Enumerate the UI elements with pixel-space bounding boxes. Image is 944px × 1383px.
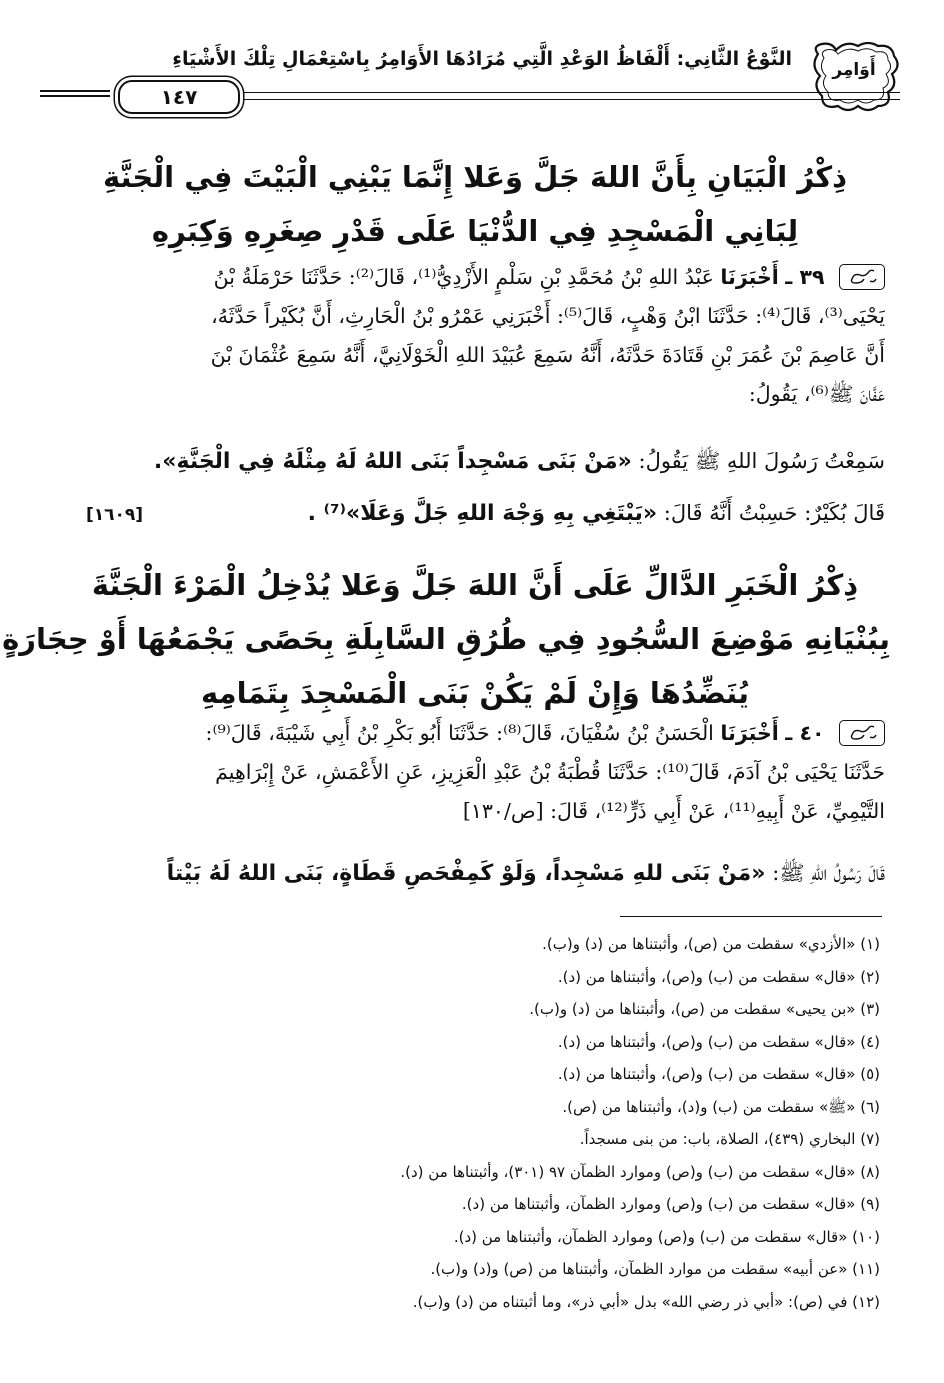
quote-text: «مَنْ بَنَى للهِ مَسْجِداً، وَلَوْ كَمِفْحَصِ قَطَاةٍ، بَنَى اللهُ لَهُ بَيْتاً	[166, 861, 766, 886]
narrator-comment	[55, 492, 885, 534]
hadith-line: التَّيْمِيِّ، عَنْ أَبِيهِ⁽¹¹⁾، عَنْ أَبِي ذَرٍّ⁽¹²⁾، قَالَ: [ص/١٣٠]	[462, 799, 885, 823]
quote-intro: سَمِعْتُ رَسُولَ اللهِ ﷺ يَقُولُ:	[638, 449, 885, 473]
header-left-lines	[40, 90, 110, 102]
hadith-text: الْحَسَنُ بْنُ سُفْيَانَ، قَالَ⁽⁸⁾: حَدَّثَنَا أَبُو بَكْرِ بْنُ أَبِي شَيْبَةَ، قَالَ⁽⁹⁾:	[205, 721, 714, 745]
section-title-line: يُنَضِّدُهَا وَإِنْ لَمْ يَكُنْ بَنَى الْمَسْجِدَ بِتَمَامِهِ	[201, 676, 749, 710]
akhbarana: أَخْبَرَنَا	[720, 721, 779, 745]
footnote: (٨) «قال» سقطت من (ب) و(ص) وموارد الظمآن ٩٧ (٣٠١)، وأثبتناها من (د).	[400, 1162, 880, 1181]
hadith-text: عَبْدُ اللهِ بْنُ مُحَمَّدِ بْنِ سَلْمٍ الأَزْدِيُّ⁽¹⁾، قَالَ⁽²⁾: حَدَّثَنَا حَرْمَلَةُ بْنُ	[213, 265, 714, 289]
hadith-39	[55, 258, 885, 414]
footnote: (٦) «ﷺ» سقطت من (ب) و(د)، وأثبتناها من (ص).	[562, 1097, 880, 1116]
page-number: ١٤٧	[118, 80, 240, 114]
section-title-line: ذِكْرُ الْبَيَانِ بِأَنَّ اللهَ جَلَّ وَعَلا إِنَّمَا يَبْنِي الْبَيْتَ فِي الْجَنَّةِ	[102, 160, 848, 194]
footnotes	[290, 928, 880, 1318]
header-rule	[160, 92, 900, 100]
hadith-line	[55, 258, 885, 297]
section-title-1	[60, 150, 890, 258]
running-title: النَّوْعُ الثَّانِي: أَلْفَاظُ الوَعْدِ الَّتِي مُرَادُهَا الأَوَامِرُ بِاسْتِعْمَالِ تِلْكَ الأَشْيَاءِ	[172, 48, 792, 70]
page-header	[40, 40, 900, 130]
footnote: (١) «الأزدي» سقطت من (ص)، وأثبتناها من (د) و(ب).	[542, 935, 880, 953]
quote-text: «مَنْ بَنَى مَسْجِداً بَنَى اللهُ لَهُ مِثْلَهُ فِي الْجَنَّةِ».	[153, 449, 632, 474]
footnote: (١٠) «قال» سقطت من (ب) و(ص) وموارد الظمآن، وأثبتناها من (د).	[453, 1227, 880, 1246]
puzzle-logo-icon	[808, 40, 900, 116]
footnote: (١٢) في (ص): «أبي ذر رضي الله» بدل «أبي ذر»، وما أثبتناه من (د) و(ب).	[412, 1292, 880, 1311]
quote-intro: قَالَ رَسُولُ اللهِ ﷺ:	[772, 861, 885, 885]
hadith-line: يَحْيَى⁽³⁾، قَالَ⁽⁴⁾: حَدَّثَنَا ابْنُ وَهْبٍ، قَالَ⁽⁵⁾: أَخْبَرَنِي عَمْرُو بْنُ الْحَارِثِ، أَنَّ بُكَيْراً حَدَّثَهُ،	[211, 304, 885, 328]
quote-intro: قَالَ بُكَيْرٌ: حَسِبْتُ أَنَّهُ قَالَ:	[663, 501, 885, 525]
footnote: (٩) «قال» سقطت من (ب) و(ص) وموارد الظمآن، وأثبتناها من (د).	[461, 1195, 880, 1213]
riwaya-badge-icon	[839, 264, 885, 290]
hadith-reference: [١٦٠٩]	[86, 505, 144, 525]
section-title-line: ذِكْرُ الْخَبَرِ الدَّالِّ عَلَى أَنَّ اللهَ جَلَّ وَعَلا يُدْخِلُ الْمَرْءَ الْجَنَّةَ	[91, 568, 859, 602]
section-title-line: بِبُنْيَانِهِ مَوْضِعَ السُّجُودِ فِي طُرُقِ السَّابِلَةِ بِحَصًى يَجْمَعُهَا أَوْ حِجَارَةٍ	[2, 622, 890, 656]
footnote: (٧) البخاري (٤٣٩)، الصلاة، باب: من بنى مسجداً.	[579, 1130, 880, 1148]
prophetic-quote	[55, 852, 885, 894]
footnote: (٣) «بن يحيى» سقطت من (ص)، وأثبتناها من (د) و(ب).	[529, 1000, 880, 1018]
section-title-line: لِبَانِي الْمَسْجِدِ فِي الدُّنْيَا عَلَى قَدْرِ صِغَرِهِ وَكِبَرِهِ	[151, 214, 799, 248]
hadith-line: حَدَّثَنَا يَحْيَى بْنُ آدَمَ، قَالَ⁽¹⁰⁾: حَدَّثَنَا قُطْبَةُ بْنُ عَبْدِ الْعَزِيزِ، عَنِ الأَعْمَشِ، عَنْ إِبْرَاهِيمَ	[215, 760, 885, 784]
logo-text: أَوَامِر	[832, 60, 876, 80]
footnote: (٤) «قال» سقطت من (ب) و(ص)، وأثبتناها من (د).	[557, 1032, 880, 1051]
hadith-line	[55, 714, 885, 753]
footnote: (١١) «عن أبيه» سقطت من موارد الظمآن، وأثبتناها من (ص) و(د) و(ب).	[430, 1260, 880, 1278]
footnote: (٢) «قال» سقطت من (ب) و(ص)، وأثبتناها من (د).	[557, 967, 880, 986]
hadith-line: عَفَّانَ ﷺ⁽⁶⁾، يَقُولُ:	[748, 382, 885, 406]
hadith-number: ٤٠ ـ	[785, 721, 825, 745]
akhbarana: أَخْبَرَنَا	[720, 265, 779, 289]
footnote-separator	[620, 916, 882, 917]
quote-text: «يَبْتَغِي بِهِ وَجْهَ اللهِ جَلَّ وَعَلَا»⁽⁷⁾ .	[307, 501, 658, 526]
hadith-number: ٣٩ ـ	[785, 265, 825, 289]
footnote: (٥) «قال» سقطت من (ب) و(ص)، وأثبتناها من (د).	[557, 1065, 880, 1083]
prophetic-quote	[55, 440, 885, 482]
riwaya-badge-icon	[839, 720, 885, 746]
hadith-40	[55, 714, 885, 831]
section-title-2	[2, 558, 890, 720]
hadith-line: أَنَّ عَاصِمَ بْنَ عُمَرَ بْنِ قَتَادَةَ حَدَّثَهُ، أَنَّهُ سَمِعَ عُبَيْدَ اللهِ الْخَوْلَانِيَّ، أَنَّهُ سَمِعَ عُثْمَانَ بْنَ	[210, 343, 885, 367]
